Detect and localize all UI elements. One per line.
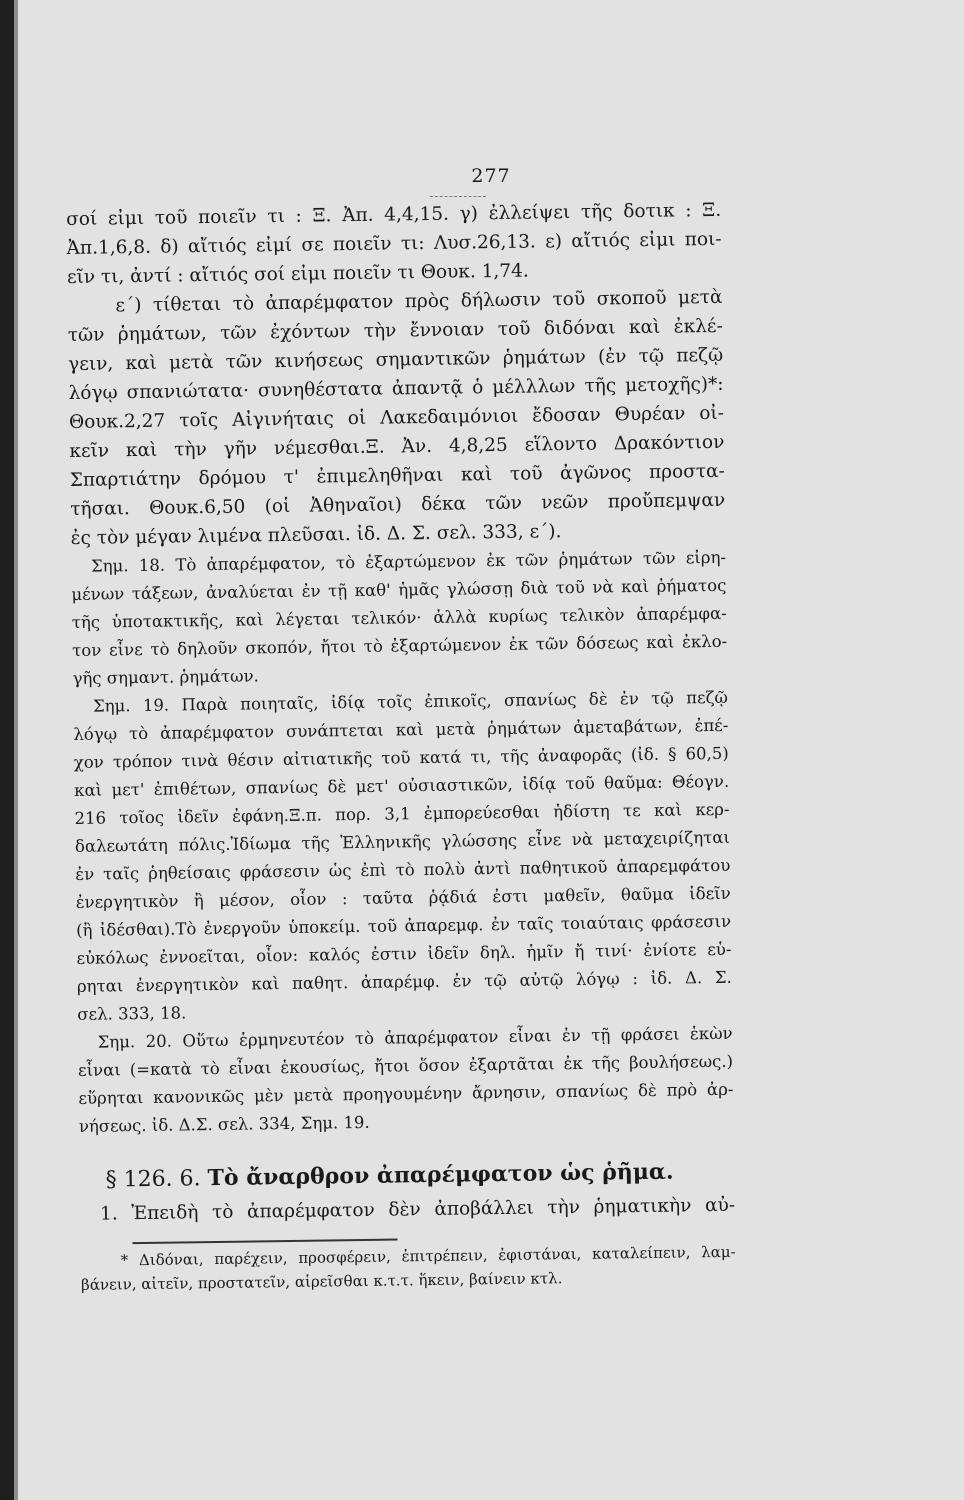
text-line: ἐς τὸν μέγαν λιμένα πλεῦσαι. ἰδ. Δ. Σ. σελ. 333, ε΄).	[70, 521, 562, 549]
text-line: ε΄) τίθεται τὸ ἀπαρέμφατον πρὸς δήλωσιν τοῦ σκοποῦ μετὰ	[115, 286, 723, 317]
note-line: ἐν ταῖς ῥηθείσαις φράσεσιν ὡς ἐπὶ τὸ πολὺ ἀντὶ παθητικοῦ ἀπαρεμφάτου	[75, 855, 731, 884]
note-line: (ἢ ἰδέσθαι).Τὸ ἐνεργοῦν ὑποκείμ. τοῦ ἀπαρεμφ. ἐν ταῖς τοιαύταις φράσεσιν	[75, 911, 732, 940]
note-line: εἶναι (=κατὰ τὸ εἶναι ἑκουσίως, ἤτοι ὅσον ἐξαρτᾶται ἐκ τῆς βουλήσεως.)	[77, 1051, 734, 1080]
note-line: μένων τάξεων, ἀναλύεται ἐν τῇ καθ' ἡμᾶς γλώσσῃ διὰ τοῦ νὰ καὶ ῥήματος	[71, 575, 727, 604]
note-line: ρηται ἐνεργητικὸν καὶ παθητ. ἀπαρέμφ. ἐν τῷ αὐτῷ λόγῳ : ἰδ. Δ. Σ.	[76, 967, 732, 996]
note-line: Σημ. 20. Οὕτω ἑρμηνευτέον τὸ ἀπαρέμφατον εἶναι ἐν τῇ φράσει ἑκὼν	[97, 1023, 733, 1052]
page-text	[66, 196, 736, 1297]
text-line: Θουκ.2,27 τοῖς Αἰγινήταις οἱ Λακεδαιμόνιοι ἔδοσαν Θυρέαν οἰ-	[68, 402, 725, 433]
page-number-rule	[430, 196, 486, 197]
note-20	[78, 1020, 734, 1141]
footnote	[81, 1240, 737, 1297]
text-line: 1. Ἐπειδὴ τὸ ἀπαρέμφατον δὲν ἀποβάλλει τὴν ῥηματικὴν αὐ-	[99, 1194, 736, 1225]
text-line: Σπαρτιάτην δρόμου τ' ἐπιμεληθῆναι καὶ τοῦ ἀγῶνος προστα-	[69, 460, 725, 491]
book-page	[18, 0, 964, 1500]
book-spine-shadow	[0, 0, 14, 1500]
text-line: εῖν τι, ἀντί : αἴτιός σοί εἰμι ποιεῖν τι Θουκ. 1,74.	[66, 260, 529, 288]
text-line: γειν, καὶ μετὰ τῶν κινήσεως σημαντικῶν ῥημάτων (ἐν τῷ πεζῷ	[68, 344, 724, 375]
footnote-line: βάνειν, αἰτεῖν, προστατεῖν, αἱρεῖσθαι κ.τ.τ. ἥκειν, βαίνειν κτλ.	[80, 1269, 563, 1294]
text-line: κεῖν καὶ τὴν γῆν νέμεσθαι.Ξ. Ἀν. 4,8,25 εἵλοντο Δρακόντιον	[69, 431, 725, 462]
note-line: χον τρόπον τινὰ θέσιν αἰτιατικῆς τοῦ κατά τι, τῆς ἀναφορᾶς (ἰδ. § 60,5)	[73, 743, 729, 772]
note-19	[73, 684, 733, 1029]
note-line: τῆς ὑποτακτικῆς, καὶ λέγεται τελικόν· ἀλλὰ κυρίως τελικὸν ἀπαρέμφα-	[71, 603, 727, 632]
note-line: δαλεωτάτη πόλις.Ἰδίωμα τῆς Ἑλληνικῆς γλώσσης εἶνε νὰ μεταχειρίζηται	[74, 827, 731, 856]
text-line: λόγῳ σπανιώτατα· συνηθέστατα ἀπαντᾷ ὁ μέλλλων τῆς μετοχῆς)*:	[68, 373, 724, 404]
section-title: Τὸ ἄναρθρον ἀπαρέμφατον ὡς ῥῆμα.	[207, 1158, 674, 1192]
note-line: Σημ. 19. Παρὰ ποιηταῖς, ἰδίᾳ τοῖς ἐπικοῖς, σπανίως δὲ ἐν τῷ πεζῷ	[92, 687, 729, 716]
text-line: τῶν ῥημάτων, τῶν ἐχόντων τὴν ἔννοιαν τοῦ διδόναι καὶ ἐκλέ-	[67, 315, 723, 346]
note-line: εὕρηται κανονικῶς μὲν μετὰ προηγουμένην ἄρνησιν, σπανίως δὲ πρὸ ἀρ-	[78, 1079, 734, 1108]
note-line: ἐνεργητικὸν ἢ μέσον, οἷον : ταῦτα ῥᾴδιά ἐστι μαθεῖν, θαῦμα ἰδεῖν	[75, 883, 731, 912]
note-line: γῆς σημαντ. ῥημάτων.	[72, 666, 259, 688]
note-line: Σημ. 18. Τὸ ἀπαρέμφατον, τὸ ἐξαρτώμενον ἐκ τῶν ῥημάτων τῶν εἰρη-	[90, 547, 727, 576]
text-line: σοί εἰμι τοῦ ποιεῖν τι : Ξ. Ἀπ. 4,4,15. γ) ἐλλείψει τῆς δοτικ : Ξ.	[66, 199, 722, 230]
footnote-rule	[132, 1238, 397, 1244]
note-line: λόγῳ τὸ ἀπαρέμφατον συνάπτεται καὶ μετὰ ῥημάτων ἀμεταβάτων, ἐπέ-	[73, 715, 729, 744]
note-line: καὶ μετ' ἐπιθέτων, σπανίως δὲ μετ' οὐσιαστικῶν, ἰδίᾳ τοῦ θαῦμα: Θέογν.	[74, 771, 730, 800]
note-line: 216 τοῖος ἰδεῖν ἐφάνη.Ξ.π. πορ. 3,1 ἐμπορεύεσθαι ἡδίστη τε καὶ κερ-	[74, 799, 730, 828]
note-line: εὐκόλως ἐννοεῖται, οἷον: καλός ἐστιν ἰδεῖν δηλ. ἡμῖν ἤ τινί· ἐνίοτε εὑ-	[76, 939, 732, 968]
note-line: σελ. 333, 18.	[77, 1003, 187, 1024]
text-line: τῆσαι. Θουκ.6,50 (οἱ Ἀθηναῖοι) δέκα τῶν νεῶν προὔπεμψαν	[70, 489, 726, 520]
text-line: Ἀπ.1,6,8. δ) αἴτιός εἰμί σε ποιεῖν τι: Λυσ.26,13. ε) αἴτιός εἰμι ποι-	[66, 228, 722, 259]
note-line: νήσεως. ἰδ. Δ.Σ. σελ. 334, Σημ. 19.	[78, 1112, 370, 1136]
note-18	[71, 544, 728, 693]
footnote-line: * Διδόναι, παρέχειν, προσφέρειν, ἐπιτρέπειν, ἐφιστάναι, καταλείπειν, λαμ-	[120, 1242, 736, 1270]
note-line: τον εἶνε τὸ δηλοῦν σκοπόν, ἤτοι τὸ ἐξαρτώμενον ἐκ τῶν δόσεως καὶ ἐκλο-	[72, 631, 728, 660]
page-number: 277	[471, 165, 511, 187]
section-number: § 126. 6.	[105, 1166, 201, 1193]
